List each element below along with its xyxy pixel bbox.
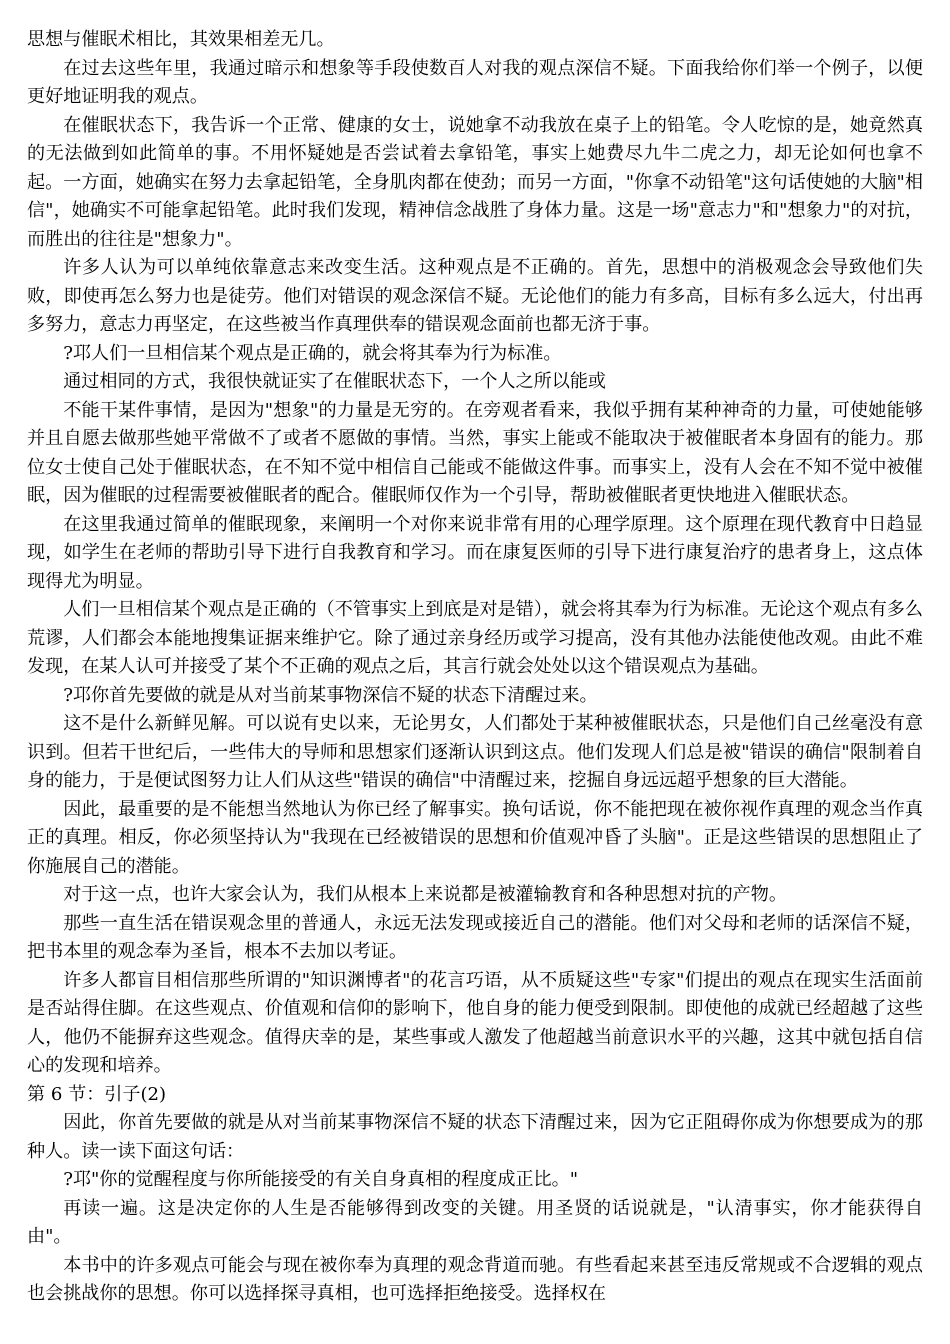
paragraph: 许多人都盲目相信那些所谓的"知识渊博者"的花言巧语，从不质疑这些"专家"们提出的观点在现实生活面前是否站得住脚。在这些观点、价值观和信仰的影响下，他自身的能力便受到限制。即使他的成就已经超越了这些人，他仍不能摒弃这些观念。值得庆幸的是，某些事或人激发了他超越当前意识水平的兴趣，这其中就包括自信心的发现和培养。 — [27, 969, 923, 1076]
paragraph: 通过相同的方式，我很快就证实了在催眠状态下，一个人之所以能或 — [63, 371, 607, 392]
paragraph: 那些一直生活在错误观念里的普通人，永远无法发现或接近自己的潜能。他们对父母和老师的话深信不疑，把书本里的观念奉为圣旨，根本不去加以考证。 — [27, 912, 923, 962]
paragraph: 人们一旦相信某个观点是正确的（不管事实上到底是对是错），就会将其奉为行为标准。无论这个观点有多么荒谬，人们都会本能地搜集证据来维护它。除了通过亲身经历或学习提高，没有其他办法能使他改观。由此不难发现，在某人认可并接受了某个不正确的观点之后，其言行就会处处以这个错误观点为基础。 — [27, 599, 923, 677]
paragraph: 在这里我通过简单的催眠现象，来阐明一个对你来说非常有用的心理学原理。这个原理在现代教育中日趋显现，如学生在老师的帮助引导下进行自我教育和学习。而在康复医师的引导下进行康复治疗的患者身上，这点体现得尤为明显。 — [27, 513, 923, 592]
paragraph: 本书中的许多观点可能会与现在被你奉为真理的观念背道而驰。有些看起来甚至违反常规或不合逻辑的观点也会挑战你的思想。你可以选择探寻真相，也可选择拒绝接受。选择权在 — [27, 1254, 923, 1304]
paragraph: 许多人认为可以单纯依靠意志来改变生活。这种观点是不正确的。首先，思想中的消极观念会导致他们失败，即使再怎么努力也是徒劳。他们对错误的观念深信不疑。无论他们的能力有多高，目标有多么远大，付出再多努力，意志力再坚定，在这些被当作真理供奉的错误观念面前也都无济于事。 — [27, 257, 923, 335]
paragraph: 对于这一点，也许大家会认为，我们从根本上来说都是被灌输教育和各种思想对抗的产物。 — [63, 884, 787, 905]
paragraph: ?邛你首先要做的就是从对当前某事物深信不疑的状态下清醒过来。 — [63, 684, 598, 706]
paragraph: 在催眠状态下，我告诉一个正常、健康的女士，说她拿不动我放在桌子上的铅笔。令人吃惊的是，她竟然真的无法做到如此简单的事。不用怀疑她是否尝试着去拿铅笔，事实上她费尽九牛二虎之力，却无论如何也拿不起。一方面，她确实在努力去拿起铅笔，全身肌肉都在使劲；而另一方面，"你拿不动铅笔"这句话使她的大脑"相信"，她确实不可能拿起铅笔。此时我们发现，精神信念战胜了身体力量。这是一场"意志力"和"想象力"的对抗，而胜出的往往是"想象力"。 — [27, 114, 923, 250]
body-text-before — [27, 26, 923, 1081]
body-text-after — [27, 1109, 923, 1309]
paragraph: 不能干某件事情，是因为"想象"的力量是无穷的。在旁观者看来，我似乎拥有某种神奇的力量，可使她能够并且自愿去做那些她平常做不了或者不愿做的事情。当然，事实上能或不能取决于被催眠者本身固有的能力。那位女士使自己处于催眠状态，在不知不觉中相信自己能或不能做这件事。而事实上，没有人会在不知不觉中被催眠，因为催眠的过程需要被催眠者的配合。催眠师仅作为一个引导，帮助被催眠者更快地进入催眠状态。 — [27, 399, 923, 506]
paragraph: 因此，最重要的是不能想当然地认为你已经了解事实。换句话说，你不能把现在被你视作真理的观念当作真正的真理。相反，你必须坚持认为"我现在已经被错误的思想和价值观冲昏了头脑"。正是这些错误的思想阻止了你施展自己的潜能。 — [27, 798, 923, 877]
paragraph: 因此，你首先要做的就是从对当前某事物深信不疑的状态下清醒过来，因为它正阻碍你成为你想要成为的那种人。读一读下面这句话： — [27, 1112, 923, 1162]
paragraph: 再读一遍。这是决定你的人生是否能够得到改变的关键。用圣贤的话说就是，"认清事实，你才能获得自由"。 — [27, 1197, 923, 1247]
paragraph: ?邛人们一旦相信某个观点是正确的，就会将其奉为行为标准。 — [63, 342, 562, 364]
paragraph: ?邛"你的觉醒程度与你所能接受的有关自身真相的程度成正比。" — [63, 1169, 579, 1190]
section-heading: 第 6 节：引子(2) — [27, 1083, 167, 1105]
paragraph: 思想与催眠术相比，其效果相差无几。 — [27, 29, 335, 50]
paragraph: 在过去这些年里，我通过暗示和想象等手段使数百人对我的观点深信不疑。下面我给你们举一个例子，以便更好地证明我的观点。 — [27, 57, 923, 107]
paragraph: 这不是什么新鲜见解。可以说有史以来，无论男女，人们都处于某种被催眠状态，只是他们自己丝毫没有意识到。但若干世纪后，一些伟大的导师和思想家们逐渐认识到这点。他们发现人们总是被"错误的确信"限制着自身的能力，于是便试图努力让人们从这些"错误的确信"中清醒过来，挖掘自身远远超乎想象的巨大潜能。 — [27, 713, 923, 791]
